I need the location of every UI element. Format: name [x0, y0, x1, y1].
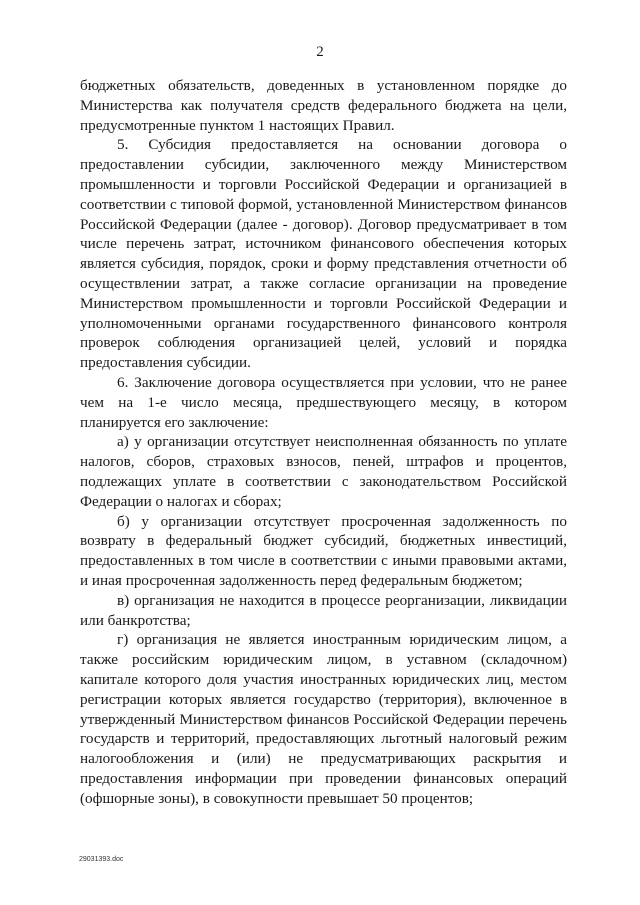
- paragraph-item-6: 6. Заключение договора осуществляется при условии, что не ранее чем на 1-е число месяца, предшествующего месяцу, в котором планируется его заключение:: [80, 373, 567, 431]
- subitem-g: г) организация не является иностранным юридическим лицом, а также российским юридическим лицом, в уставном (складочном) капитале которого доля участия иностранных юридических лиц, местом регистрации которых является государство (территория), включенное в утвержденный Министерством финансов Российской Федерации перечень государств и территорий, предоставляющих льготный налоговый режим налогообложения и (или) не предусматривающих раскрытия и предоставления информации при проведении финансовых операций (офшорные зоны), в совокупности превышает 50 процентов;: [80, 631, 567, 807]
- paragraph-item-5: 5. Субсидия предоставляется на основании договора о предоставлении субсидии, заключенного между Министерством промышленности и торговли Российской Федерации и организацией в соответствии с типовой формой, установленной Министерством финансов Российской Федерации (далее - договор). Договор предусматривает в том числе перечень затрат, источником финансового обеспечения которых является субсидия, порядок, сроки и форму представления отчетности об осуществлении затрат, а также согласие организации на проведение Министерством промышленности и торговли Российской Федерации и уполномоченными органами государственного финансового контроля проверок соблюдения организацией целей, условий и порядка предоставления субсидии.: [80, 136, 567, 372]
- subitem-a: а) у организации отсутствует неисполненная обязанность по уплате налогов, сборов, страховых взносов, пеней, штрафов и процентов, подлежащих уплате в соответствии с законодательством Российской Федерации о налогах и сборах;: [80, 433, 567, 510]
- paragraph-continuation: бюджетных обязательств, доведенных в установленном порядке до Министерства как получателя средств федерального бюджета на цели, предусмотренные пунктом 1 настоящих Правил.: [80, 77, 567, 134]
- document-body: [80, 76, 567, 808]
- subitem-v: в) организация не находится в процессе реорганизации, ликвидации или банкротства;: [80, 591, 567, 629]
- subitem-b: б) у организации отсутствует просроченная задолженность по возврату в федеральный бюджет субсидий, бюджетных инвестиций, предоставленных в том числе в соответствии с иными правовыми актами, и иная просроченная задолженность перед федеральным бюджетом;: [80, 512, 567, 589]
- page-number: 2: [316, 44, 324, 60]
- file-name-footer: 29031393.doc: [79, 856, 124, 863]
